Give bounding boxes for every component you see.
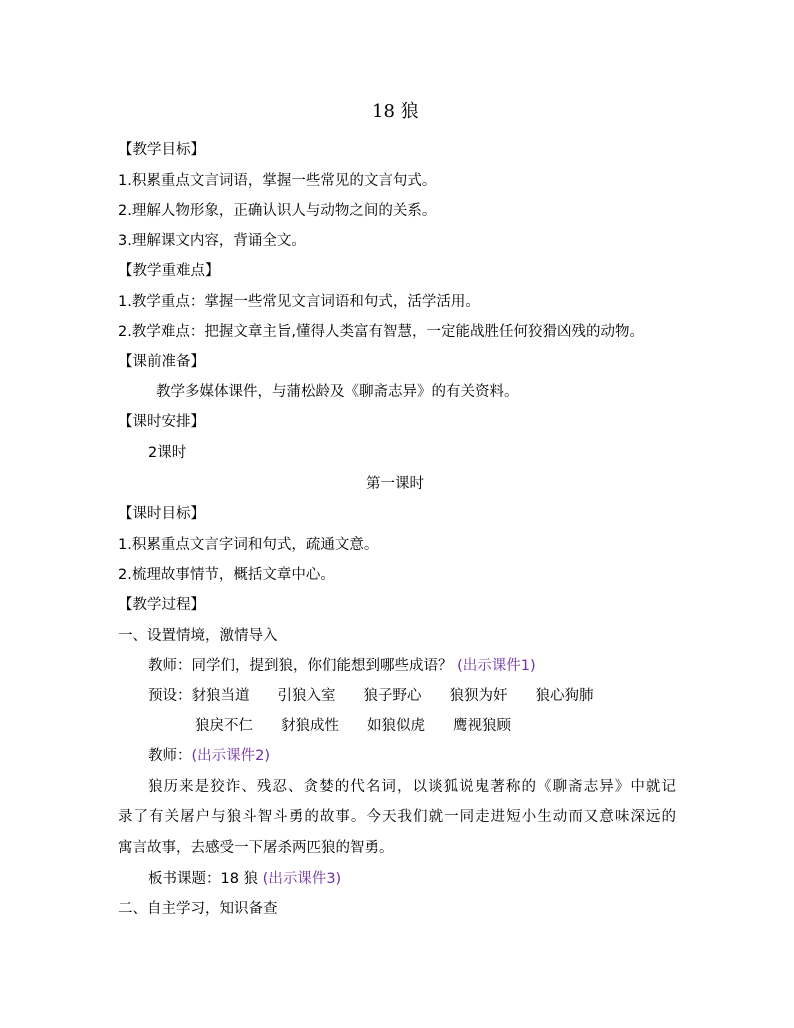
idioms-row-1	[148, 686, 622, 706]
lesson-goal-2: 2.梳理故事情节，概括文章中心。	[118, 567, 335, 583]
board-title	[148, 869, 341, 889]
courseware-2: (出示课件2)	[191, 748, 271, 764]
idiom: 狼心狗肺	[535, 688, 594, 704]
keypoint-2: 2.教学难点：把握文章主旨,懂得人类富有智慧，一定能战胜任何狡猾凶残的动物。	[118, 324, 644, 340]
lesson-goal-1: 1.积累重点文言字词和句式，疏通文意。	[118, 537, 379, 553]
paragraph-line-1: 狼历来是狡诈、残忍、贪婪的代名词，以谈狐说鬼著称的《聊斋志异》中就记	[148, 779, 676, 795]
paragraph-line-2: 录了有关屠户与狼斗智斗勇的故事。今天我们就一同走进短小生动而又意味深远的	[118, 809, 676, 825]
idiom: 鹰视狼顾	[453, 718, 511, 734]
board-title-text: 板书课题：18 狼	[148, 871, 259, 887]
idiom: 豺狼当道	[191, 688, 250, 704]
idiom: 豺狼成性	[281, 718, 339, 734]
teacher-line-2	[148, 746, 270, 766]
section-1: 一、设置情境，激情导入	[118, 628, 278, 644]
section-2: 二、自主学习，知识备查	[118, 901, 278, 917]
courseware-1: (出示课件1)	[457, 658, 536, 674]
heading-prep: 【课前准备】	[118, 354, 205, 370]
heading-lesson-goals: 【课时目标】	[118, 506, 205, 522]
idiom: 狼戾不仁	[195, 718, 253, 734]
heading-keypoints: 【教学重难点】	[118, 263, 220, 279]
page-title: 18 狼	[372, 101, 419, 122]
teacher-question-text: 教师：同学们，提到狼，你们能想到哪些成语？	[148, 658, 453, 674]
teacher-label: 教师：	[148, 748, 192, 764]
idiom: 如狼似虎	[367, 718, 425, 734]
goal-1: 1.积累重点文言词语，掌握一些常见的文言句式。	[118, 173, 437, 189]
goal-2: 2.理解人物形象，正确认识人与动物之间的关系。	[118, 203, 437, 219]
idioms-row-2	[195, 716, 539, 736]
heading-goals: 【教学目标】	[118, 142, 205, 158]
lesson-one-title: 第一课时	[366, 476, 424, 492]
heading-process: 【教学过程】	[118, 597, 205, 613]
courseware-3: (出示课件3)	[262, 871, 342, 887]
keypoint-1: 1.教学重点：掌握一些常见文言词语和句式，活学活用。	[118, 294, 480, 310]
goal-3: 3.理解课文内容，背诵全文。	[118, 233, 306, 249]
teacher-question	[148, 656, 536, 676]
idiom: 引狼入室	[277, 688, 336, 704]
idiom: 狼子野心	[363, 688, 422, 704]
paragraph-line-3: 寓言故事，去感受一下屠杀两匹狼的智勇。	[118, 840, 394, 856]
schedule-text: 2课时	[148, 445, 187, 461]
prep-text: 教学多媒体课件，与蒲松龄及《聊斋志异》的有关资料。	[156, 384, 519, 400]
idiom: 狼狈为奸	[449, 688, 508, 704]
heading-schedule: 【课时安排】	[118, 414, 205, 430]
preset-label: 预设：	[148, 688, 192, 704]
